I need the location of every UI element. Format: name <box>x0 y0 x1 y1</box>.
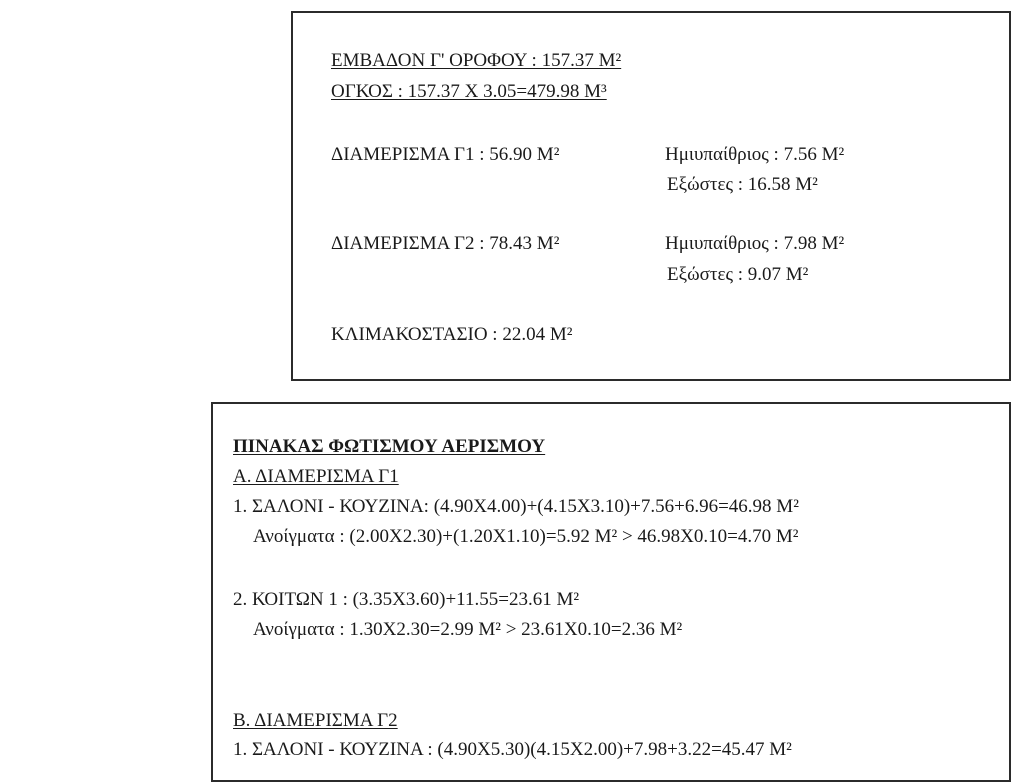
section-a-heading: Α. ΔΙΑΜΕΡΙΣΜΑ Γ1 <box>233 466 399 487</box>
floor-area-summary-box <box>291 11 1011 381</box>
section-a-item-2-room: 2. ΚΟΙΤΩΝ 1 : (3.35Χ3.60)+11.55=23.61 Μ² <box>233 589 580 610</box>
floor-area-line: ΕΜΒΑΔΟΝ Γ' ΟΡΟΦΟΥ : 157.37 Μ² <box>331 50 622 71</box>
section-a-item-1-openings: Ανοίγματα : (2.00Χ2.30)+(1.20Χ1.10)=5.92 Μ² > 46.98Χ0.10=4.70 Μ² <box>253 526 799 547</box>
apartment-g1-area: ΔΙΑΜΕΡΙΣΜΑ Γ1 : 56.90 Μ² <box>331 144 560 165</box>
apartment-g2-area: ΔΙΑΜΕΡΙΣΜΑ Γ2 : 78.43 Μ² <box>331 233 560 254</box>
lighting-ventilation-table-box <box>211 402 1011 782</box>
apartment-g1-balconies: Εξώστες : 16.58 Μ² <box>667 174 818 195</box>
stairwell-area: ΚΛΙΜΑΚΟΣΤΑΣΙΟ : 22.04 Μ² <box>331 324 573 345</box>
section-a-item-2-openings: Ανοίγματα : 1.30Χ2.30=2.99 Μ² > 23.61Χ0.10=2.36 Μ² <box>253 619 683 640</box>
section-b-item-1-room: 1. ΣΑΛΟΝΙ - ΚΟΥΖΙΝΑ : (4.90Χ5.30)(4.15Χ2.00)+7.98+3.22=45.47 Μ² <box>233 739 792 760</box>
apartment-g1-semi-open: Ημιυπαίθριος : 7.56 Μ² <box>665 144 845 165</box>
table-title: ΠΙΝΑΚΑΣ ΦΩΤΙΣΜΟΥ ΑΕΡΙΣΜΟΥ <box>233 436 546 457</box>
section-b-heading: Β. ΔΙΑΜΕΡΙΣΜΑ Γ2 <box>233 710 398 731</box>
apartment-g2-semi-open: Ημιυπαίθριος : 7.98 Μ² <box>665 233 845 254</box>
section-a-item-1-room: 1. ΣΑΛΟΝΙ - ΚΟΥΖΙΝΑ: (4.90Χ4.00)+(4.15Χ3.10)+7.56+6.96=46.98 Μ² <box>233 496 799 517</box>
apartment-g2-balconies: Εξώστες : 9.07 Μ² <box>667 264 809 285</box>
volume-line: ΟΓΚΟΣ : 157.37 Χ 3.05=479.98 Μ³ <box>331 81 607 102</box>
